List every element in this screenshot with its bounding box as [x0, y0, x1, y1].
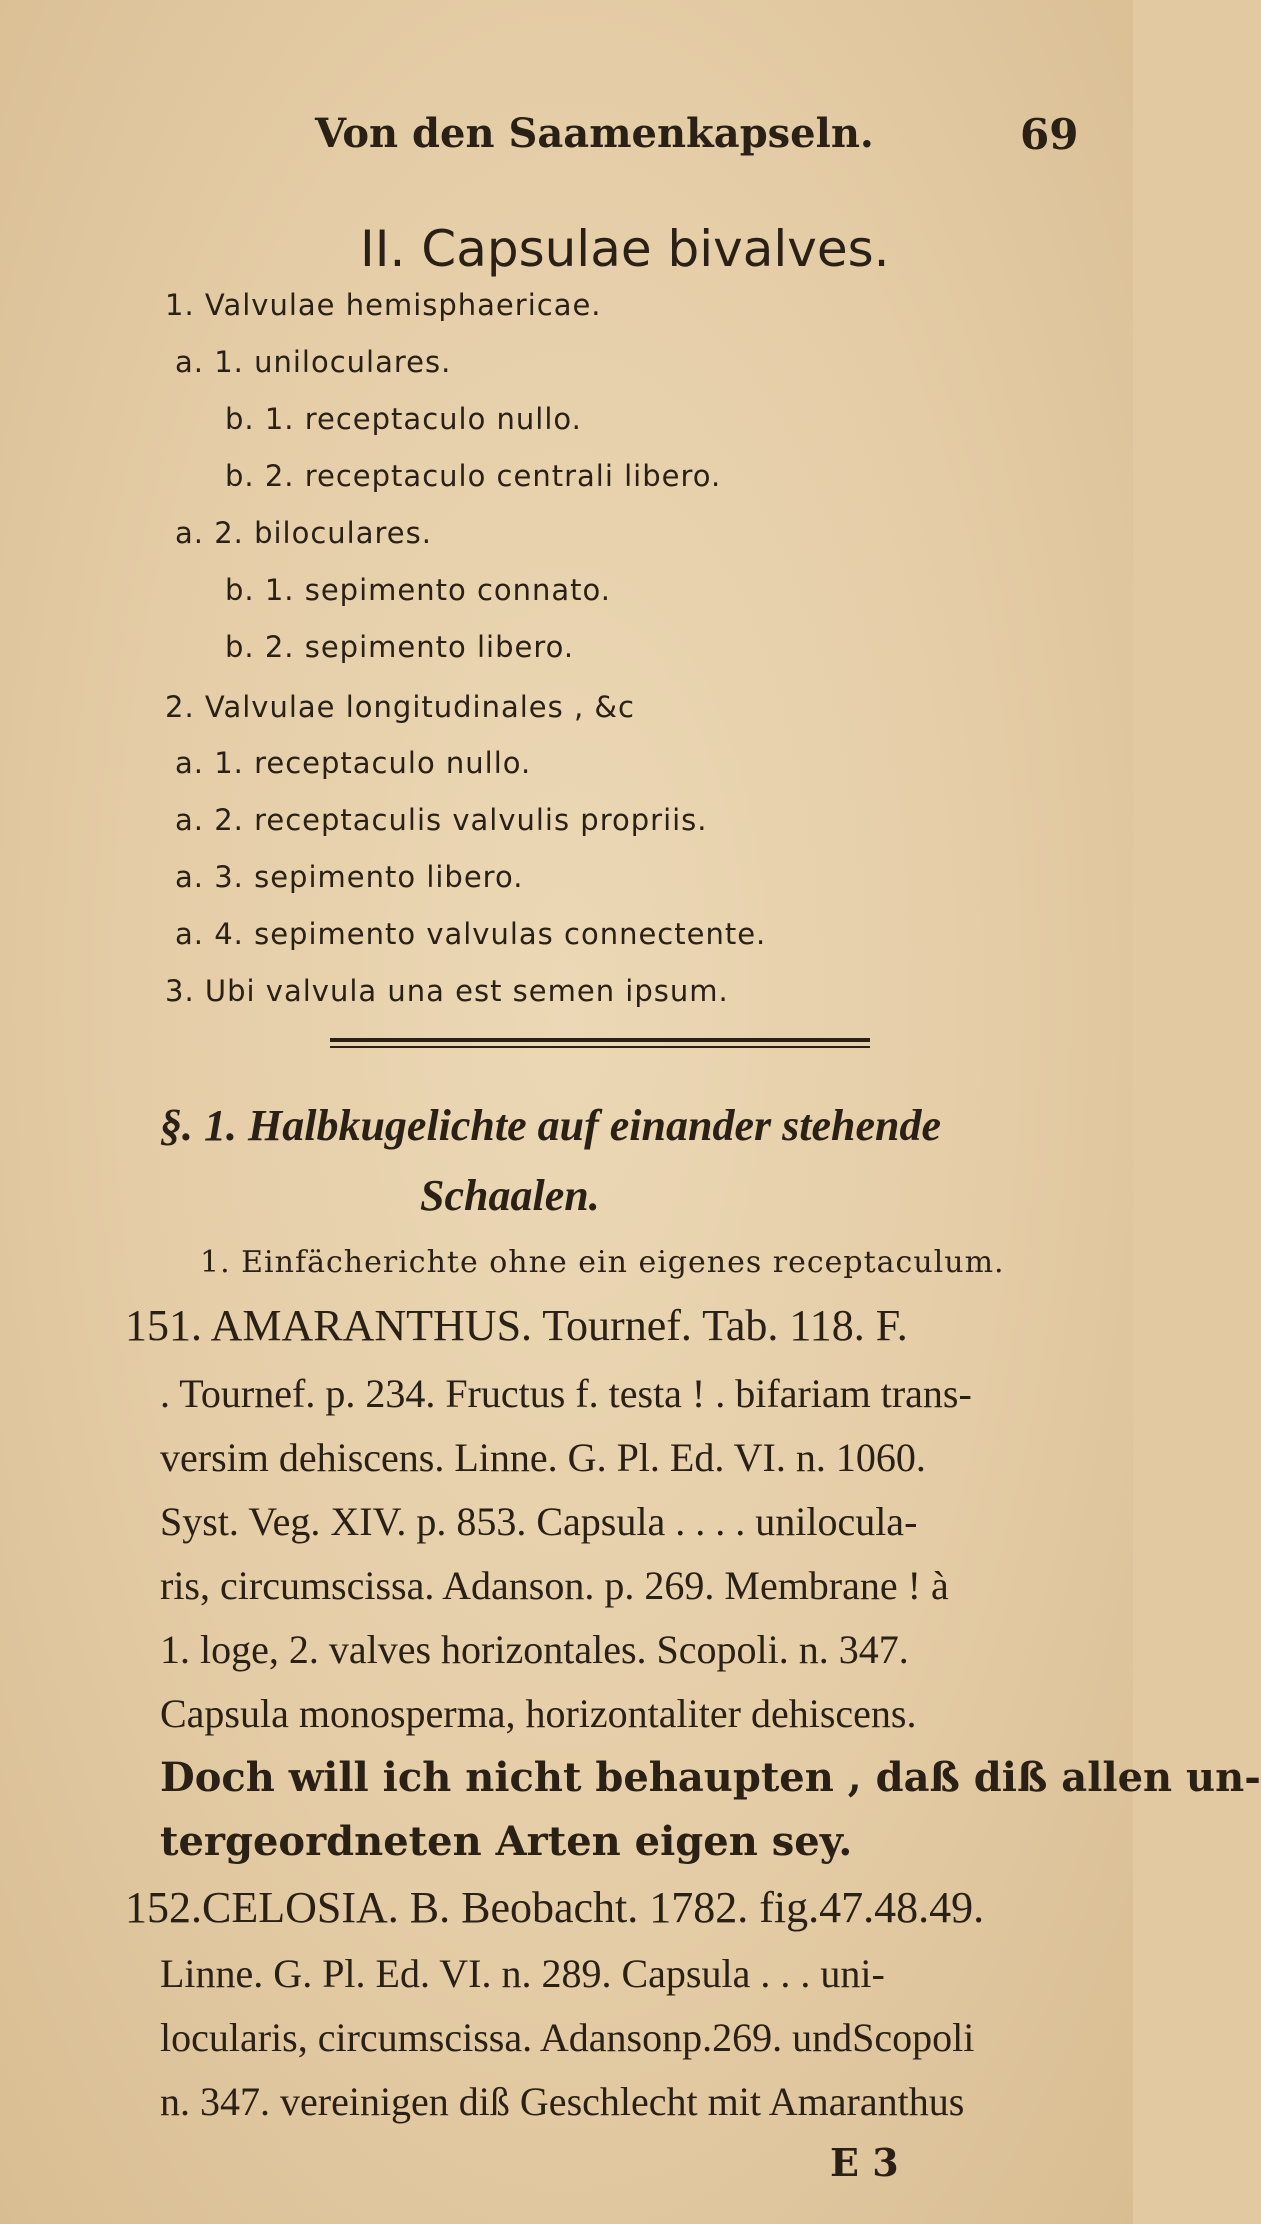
body-line: versim dehiscens. Linne. G. Pl. Ed. VI. n. 1060.	[160, 1435, 926, 1480]
body-line: n. 347. vereinigen diß Geschlecht mit Amaranthus	[160, 2079, 965, 2124]
outline-item: a. 1. receptaculo nullo.	[175, 746, 532, 780]
outline-item: a. 2. biloculares.	[175, 516, 432, 550]
body-line: ris, circumscissa. Adanson. p. 269. Membrane ! à	[160, 1563, 949, 1608]
signature-mark: E 3	[830, 2140, 899, 2185]
outline-item: b. 1. sepimento connato.	[225, 573, 611, 607]
outline-item: a. 3. sepimento libero.	[175, 860, 524, 894]
body-line: 1. loge, 2. valves horizontales. Scopoli. n. 347.	[160, 1627, 909, 1672]
body-line: Doch will ich nicht behaupten , daß diß allen un-	[160, 1754, 1261, 1801]
paragraph-subheading: 1. Einfächerichte ohne ein eigenes receptaculum.	[200, 1245, 1005, 1280]
body-line: Syst. Veg. XIV. p. 853. Capsula . . . . unilocula-	[160, 1499, 918, 1544]
running-head: Von den Saamenkapseln.	[315, 110, 874, 157]
body-line: 151. AMARANTHUS. Tournef. Tab. 118. F.	[125, 1301, 908, 1350]
body-line: Linne. G. Pl. Ed. VI. n. 289. Capsula . . . uni-	[160, 1951, 885, 1996]
paragraph-heading: §. 1. Halbkugelichte auf einander stehende	[160, 1101, 941, 1150]
outline-item: 2. Valvulae longitudinales , &c	[165, 690, 635, 724]
outline-item: a. 1. uniloculares.	[175, 345, 452, 379]
body-line: locularis, circumscissa. Adansonp.269. undScopoli	[160, 2015, 975, 2060]
body-line: tergeordneten Arten eigen sey.	[160, 1818, 853, 1865]
outline-item: b. 1. receptaculo nullo.	[225, 402, 582, 436]
section-title: II. Capsulae bivalves.	[360, 220, 890, 278]
outline-item: a. 4. sepimento valvulas connectente.	[175, 917, 767, 951]
section-divider	[330, 1038, 870, 1048]
outline-item: 1. Valvulae hemisphaericae.	[165, 288, 602, 322]
page-number: 69	[1020, 110, 1079, 159]
paragraph-heading-continued: Schaalen.	[420, 1171, 600, 1220]
outline-item: b. 2. sepimento libero.	[225, 630, 575, 664]
body-line: 152.CELOSIA. B. Beobacht. 1782. fig.47.48.49.	[125, 1883, 985, 1932]
body-line: . Tournef. p. 234. Fructus f. testa ! . bifariam trans-	[160, 1371, 972, 1416]
outline-item: 3. Ubi valvula una est semen ipsum.	[165, 974, 729, 1008]
outline-item: a. 2. receptaculis valvulis propriis.	[175, 803, 708, 837]
outline-item: b. 2. receptaculo centrali libero.	[225, 459, 722, 493]
body-line: Capsula monosperma, horizontaliter dehiscens.	[160, 1691, 917, 1736]
